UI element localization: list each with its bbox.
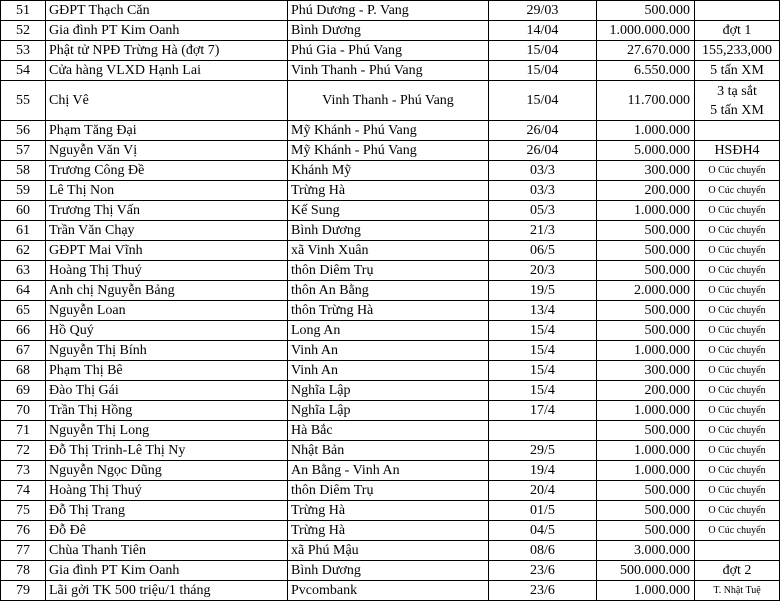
table-body [1, 1, 780, 601]
table-row [1, 381, 780, 401]
amount-cell: 200.000 [597, 381, 695, 401]
table-row [1, 401, 780, 421]
date-cell: 15/4 [489, 321, 597, 341]
date-cell: 23/6 [489, 561, 597, 581]
amount-cell: 500.000 [597, 521, 695, 541]
date-cell: 08/6 [489, 541, 597, 561]
donor-name-cell: Cửa hàng VLXD Hạnh Lai [46, 61, 288, 81]
amount-cell: 500.000 [597, 241, 695, 261]
date-cell [489, 421, 597, 441]
note-cell: O Cúc chuyển [695, 441, 780, 461]
row-number-cell: 68 [1, 361, 46, 381]
row-number-cell: 56 [1, 121, 46, 141]
row-number-cell: 73 [1, 461, 46, 481]
date-cell: 26/04 [489, 121, 597, 141]
note-line: 3 tạ sắt [717, 83, 757, 99]
note-cell: O Cúc chuyển [695, 481, 780, 501]
amount-cell: 500.000 [597, 481, 695, 501]
amount-cell: 500.000.000 [597, 561, 695, 581]
date-cell: 15/04 [489, 61, 597, 81]
address-cell: xã Vinh Xuân [288, 241, 489, 261]
row-number-cell: 71 [1, 421, 46, 441]
donor-name-cell: Nguyễn Thị Long [46, 421, 288, 441]
date-cell: 04/5 [489, 521, 597, 541]
note-cell: 155,233,000 [695, 41, 780, 61]
donor-name-cell: Gia đình PT Kim Oanh [46, 561, 288, 581]
row-number-cell: 75 [1, 501, 46, 521]
table-row [1, 481, 780, 501]
amount-cell: 500.000 [597, 421, 695, 441]
date-cell: 17/4 [489, 401, 597, 421]
table-row [1, 541, 780, 561]
address-cell: xã Phú Mậu [288, 541, 489, 561]
donor-name-cell: GĐPT Mai Vĩnh [46, 241, 288, 261]
donor-name-cell: Nguyễn Loan [46, 301, 288, 321]
amount-cell: 1.000.000 [597, 581, 695, 601]
date-cell: 03/3 [489, 181, 597, 201]
amount-cell: 11.700.000 [597, 81, 695, 121]
table-row [1, 421, 780, 441]
donor-name-cell: Hồ Quý [46, 321, 288, 341]
note-cell: O Cúc chuyển [695, 201, 780, 221]
donor-name-cell: Nguyễn Ngọc Dũng [46, 461, 288, 481]
date-cell: 29/03 [489, 1, 597, 21]
address-cell: Bình Dương [288, 561, 489, 581]
row-number-cell: 51 [1, 1, 46, 21]
donor-name-cell: GĐPT Thạch Căn [46, 1, 288, 21]
donor-name-cell: Đào Thị Gái [46, 381, 288, 401]
date-cell: 23/6 [489, 581, 597, 601]
date-cell: 21/3 [489, 221, 597, 241]
address-cell: An Bằng - Vinh An [288, 461, 489, 481]
row-number-cell: 52 [1, 21, 46, 41]
amount-cell: 500.000 [597, 221, 695, 241]
table-row [1, 561, 780, 581]
date-cell: 01/5 [489, 501, 597, 521]
amount-cell: 1.000.000 [597, 201, 695, 221]
note-cell: O Cúc chuyển [695, 341, 780, 361]
table-row [1, 241, 780, 261]
table-row [1, 121, 780, 141]
note-cell: HSĐH4 [695, 141, 780, 161]
row-number-cell: 67 [1, 341, 46, 361]
row-number-cell: 78 [1, 561, 46, 581]
date-cell: 29/5 [489, 441, 597, 461]
row-number-cell: 53 [1, 41, 46, 61]
amount-cell: 1.000.000 [597, 401, 695, 421]
note-cell: O Cúc chuyển [695, 281, 780, 301]
note-cell: T. Nhật Tuệ [695, 581, 780, 601]
date-cell: 15/4 [489, 381, 597, 401]
table-row [1, 361, 780, 381]
row-number-cell: 60 [1, 201, 46, 221]
table-row [1, 41, 780, 61]
amount-cell: 1.000.000 [597, 341, 695, 361]
donor-name-cell: Gia đình PT Kim Oanh [46, 21, 288, 41]
row-number-cell: 66 [1, 321, 46, 341]
amount-cell: 300.000 [597, 161, 695, 181]
amount-cell: 200.000 [597, 181, 695, 201]
address-cell: Nghĩa Lập [288, 381, 489, 401]
row-number-cell: 64 [1, 281, 46, 301]
note-cell: O Cúc chuyển [695, 181, 780, 201]
row-number-cell: 57 [1, 141, 46, 161]
note-cell: O Cúc chuyển [695, 401, 780, 421]
amount-cell: 500.000 [597, 501, 695, 521]
note-cell: O Cúc chuyển [695, 221, 780, 241]
table-row [1, 281, 780, 301]
address-cell: Mỹ Khánh - Phú Vang [288, 121, 489, 141]
amount-cell: 500.000 [597, 1, 695, 21]
note-cell: 5 tấn XM [695, 61, 780, 81]
table-row [1, 441, 780, 461]
table-row [1, 581, 780, 601]
address-cell: Vinh Thanh - Phú Vang [288, 61, 489, 81]
address-cell: Vinh An [288, 361, 489, 381]
donor-name-cell: Chùa Thanh Tiên [46, 541, 288, 561]
row-number-cell: 70 [1, 401, 46, 421]
date-cell: 19/5 [489, 281, 597, 301]
row-number-cell: 72 [1, 441, 46, 461]
table-row [1, 21, 780, 41]
date-cell: 19/4 [489, 461, 597, 481]
note-cell [695, 121, 780, 141]
amount-cell: 3.000.000 [597, 541, 695, 561]
note-cell: O Cúc chuyển [695, 321, 780, 341]
donor-name-cell: Đỗ Thị Trinh-Lê Thị Ny [46, 441, 288, 461]
table-row [1, 201, 780, 221]
table-row [1, 321, 780, 341]
donor-name-cell: Trần Thị Hồng [46, 401, 288, 421]
table-row [1, 181, 780, 201]
donor-name-cell: Anh chị Nguyễn Bảng [46, 281, 288, 301]
row-number-cell: 77 [1, 541, 46, 561]
address-cell: thôn Diêm Trụ [288, 261, 489, 281]
address-cell: Trừng Hà [288, 521, 489, 541]
note-line: 5 tấn XM [710, 102, 764, 118]
address-cell: Nhật Bản [288, 441, 489, 461]
donor-name-cell: Nguyễn Thị Bính [46, 341, 288, 361]
donor-name-cell: Trương Công Đề [46, 161, 288, 181]
address-cell: Phú Gia - Phú Vang [288, 41, 489, 61]
address-cell: Kế Sung [288, 201, 489, 221]
table-row [1, 141, 780, 161]
donor-name-cell: Hoàng Thị Thuý [46, 261, 288, 281]
donor-name-cell: Trương Thị Vấn [46, 201, 288, 221]
amount-cell: 1.000.000 [597, 441, 695, 461]
donor-name-cell: Lê Thị Non [46, 181, 288, 201]
table-row [1, 341, 780, 361]
address-cell: Pvcombank [288, 581, 489, 601]
row-number-cell: 54 [1, 61, 46, 81]
address-cell: Bình Dương [288, 21, 489, 41]
note-cell: O Cúc chuyển [695, 161, 780, 181]
address-cell: Vinh Thanh - Phú Vang [288, 81, 489, 121]
amount-cell: 2.000.000 [597, 281, 695, 301]
donor-name-cell: Chị Vê [46, 81, 288, 121]
date-cell: 15/4 [489, 361, 597, 381]
donor-name-cell: Trần Văn Chạy [46, 221, 288, 241]
table-row [1, 221, 780, 241]
address-cell: Bình Dương [288, 221, 489, 241]
address-cell: thôn Diêm Trụ [288, 481, 489, 501]
note-cell: đợt 2 [695, 561, 780, 581]
note-cell: O Cúc chuyển [695, 421, 780, 441]
table-row [1, 81, 780, 121]
donor-name-cell: Phạm Tăng Đại [46, 121, 288, 141]
note-cell: O Cúc chuyển [695, 521, 780, 541]
note-cell: O Cúc chuyển [695, 261, 780, 281]
date-cell: 13/4 [489, 301, 597, 321]
date-cell: 03/3 [489, 161, 597, 181]
row-number-cell: 55 [1, 81, 46, 121]
note-cell: O Cúc chuyển [695, 381, 780, 401]
date-cell: 15/4 [489, 341, 597, 361]
table-row [1, 461, 780, 481]
amount-cell: 6.550.000 [597, 61, 695, 81]
row-number-cell: 58 [1, 161, 46, 181]
address-cell: Khánh Mỹ [288, 161, 489, 181]
amount-cell: 27.670.000 [597, 41, 695, 61]
address-cell: Hà Bắc [288, 421, 489, 441]
date-cell: 20/4 [489, 481, 597, 501]
donor-name-cell: Hoàng Thị Thuý [46, 481, 288, 501]
table-row [1, 521, 780, 541]
row-number-cell: 74 [1, 481, 46, 501]
address-cell: thôn An Bằng [288, 281, 489, 301]
amount-cell: 1.000.000 [597, 121, 695, 141]
note-cell: O Cúc chuyển [695, 241, 780, 261]
row-number-cell: 76 [1, 521, 46, 541]
table-row [1, 261, 780, 281]
address-cell: Long An [288, 321, 489, 341]
row-number-cell: 59 [1, 181, 46, 201]
amount-cell: 500.000 [597, 261, 695, 281]
donor-name-cell: Phật tử NPĐ Trừng Hà (đợt 7) [46, 41, 288, 61]
row-number-cell: 79 [1, 581, 46, 601]
donor-name-cell: Nguyễn Văn Vị [46, 141, 288, 161]
address-cell: Trừng Hà [288, 181, 489, 201]
note-cell [695, 1, 780, 21]
table-row [1, 161, 780, 181]
note-cell: O Cúc chuyển [695, 361, 780, 381]
amount-cell: 1.000.000 [597, 461, 695, 481]
row-number-cell: 69 [1, 381, 46, 401]
note-cell: O Cúc chuyển [695, 501, 780, 521]
date-cell: 05/3 [489, 201, 597, 221]
date-cell: 15/04 [489, 81, 597, 121]
address-cell: Nghĩa Lập [288, 401, 489, 421]
date-cell: 14/04 [489, 21, 597, 41]
table-row [1, 1, 780, 21]
donor-name-cell: Đỗ Đê [46, 521, 288, 541]
address-cell: thôn Trừng Hà [288, 301, 489, 321]
note-cell [695, 541, 780, 561]
amount-cell: 500.000 [597, 301, 695, 321]
date-cell: 15/04 [489, 41, 597, 61]
row-number-cell: 65 [1, 301, 46, 321]
amount-cell: 5.000.000 [597, 141, 695, 161]
donor-name-cell: Đỗ Thị Trang [46, 501, 288, 521]
row-number-cell: 63 [1, 261, 46, 281]
row-number-cell: 61 [1, 221, 46, 241]
table-row [1, 501, 780, 521]
amount-cell: 500.000 [597, 321, 695, 341]
note-cell: đợt 1 [695, 21, 780, 41]
address-cell: Phú Dương - P. Vang [288, 1, 489, 21]
address-cell: Trừng Hà [288, 501, 489, 521]
note-cell: O Cúc chuyển [695, 461, 780, 481]
table-row [1, 301, 780, 321]
address-cell: Mỹ Khánh - Phú Vang [288, 141, 489, 161]
date-cell: 20/3 [489, 261, 597, 281]
amount-cell: 1.000.000.000 [597, 21, 695, 41]
note-cell [695, 81, 780, 121]
date-cell: 26/04 [489, 141, 597, 161]
donor-name-cell: Phạm Thị Bê [46, 361, 288, 381]
donor-name-cell: Lãi gởi TK 500 triệu/1 tháng [46, 581, 288, 601]
row-number-cell: 62 [1, 241, 46, 261]
date-cell: 06/5 [489, 241, 597, 261]
note-cell: O Cúc chuyển [695, 301, 780, 321]
address-cell: Vinh An [288, 341, 489, 361]
table-row [1, 61, 780, 81]
amount-cell: 300.000 [597, 361, 695, 381]
